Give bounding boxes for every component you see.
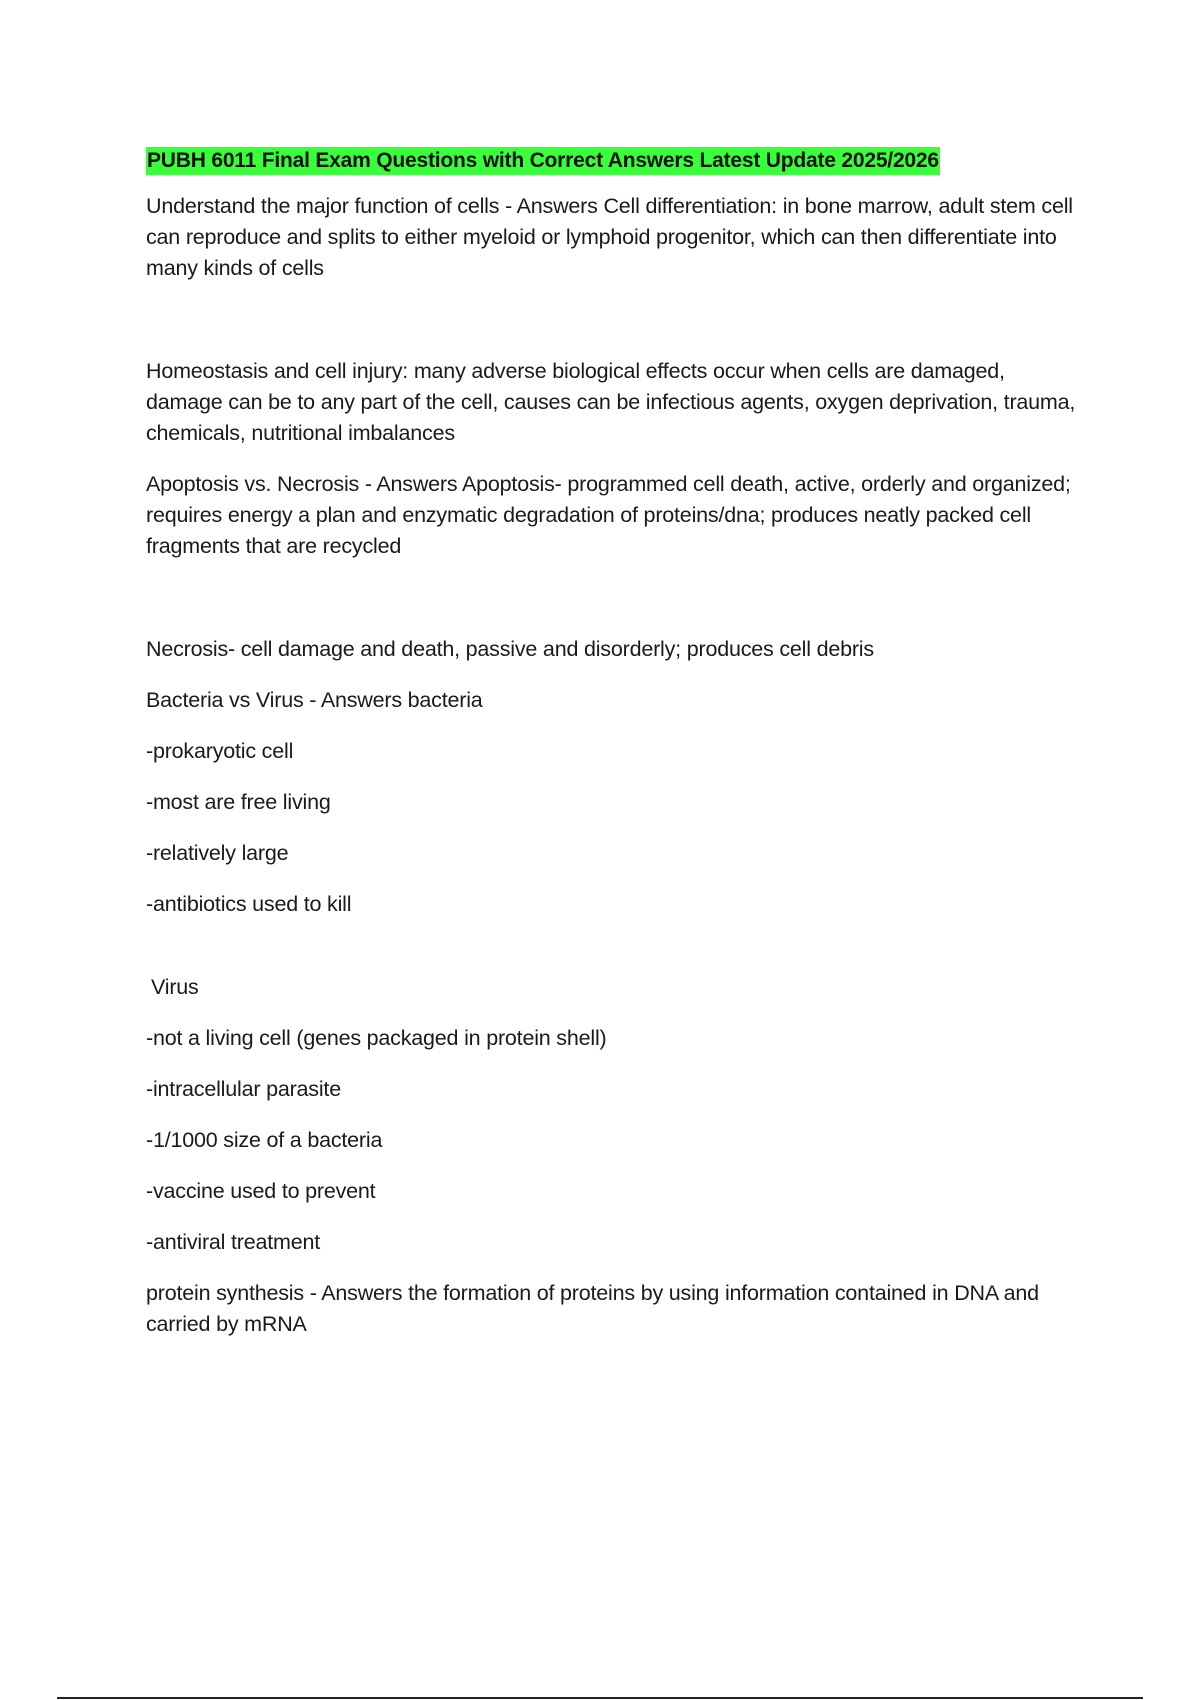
document-title: PUBH 6011 Final Exam Questions with Correct Answers Latest Update 2025/2026: [146, 147, 940, 175]
bacteria-item: -antibiotics used to kill: [146, 892, 352, 916]
virus-item: -antiviral treatment: [146, 1230, 321, 1254]
paragraph-bacteria-vs-virus: Bacteria vs Virus - Answers bacteria: [146, 688, 483, 712]
bacteria-item: -relatively large: [146, 841, 289, 865]
virus-item: -vaccine used to prevent: [146, 1179, 376, 1203]
footer-rule: [57, 1697, 1143, 1699]
bacteria-item: -prokaryotic cell: [146, 739, 294, 763]
virus-item: -intracellular parasite: [146, 1077, 341, 1101]
paragraph-homeostasis: Homeostasis and cell injury: many adverse biological effects occur when cells are damaged, damage can be to any part of the cell, causes can be infectious agents, oxygen deprivation, trauma, chemicals, nutritional imbalances: [146, 359, 1076, 445]
document-content: [146, 145, 1076, 1360]
virus-item: -not a living cell (genes packaged in protein shell): [146, 1026, 607, 1050]
virus-item: -1/1000 size of a bacteria: [146, 1128, 383, 1152]
paragraph-protein-synthesis: protein synthesis - Answers the formation of proteins by using information contained in DNA and carried by mRNA: [146, 1281, 1039, 1336]
virus-heading: Virus: [151, 975, 199, 999]
paragraph-necrosis: Necrosis- cell damage and death, passive and disorderly; produces cell debris: [146, 637, 874, 661]
paragraph-cell-function: Understand the major function of cells - Answers Cell differentiation: in bone marrow, adult stem cell can reproduce and splits to either myeloid or lymphoid progenitor, which can then differentiate into many kinds of cells: [146, 194, 1073, 280]
paragraph-apoptosis: Apoptosis vs. Necrosis - Answers Apoptosis- programmed cell death, active, orderly and organized; requires energy a plan and enzymatic degradation of proteins/dna; produces neatly packed cell fragments that are recycled: [146, 472, 1071, 558]
bacteria-item: -most are free living: [146, 790, 331, 814]
